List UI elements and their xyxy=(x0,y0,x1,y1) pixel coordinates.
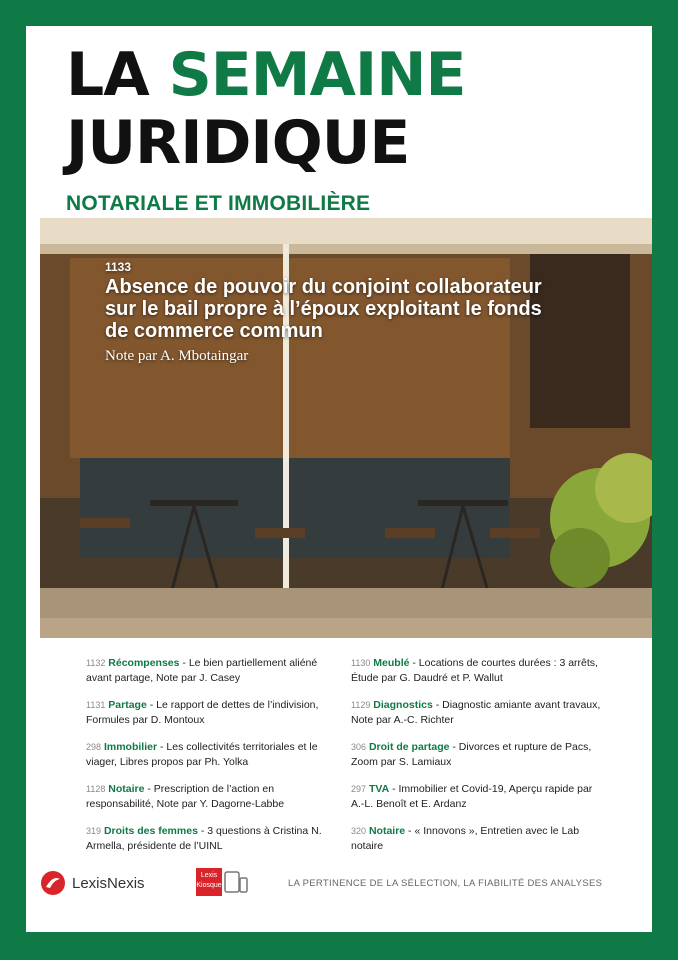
cover-article-title: Absence de pouvoir du conjoint collaborateur sur le bail propre à l’époux exploitant le fonds de commerce commun xyxy=(105,276,542,342)
toc-item[interactable] xyxy=(86,740,336,769)
toc-text: - Le bien partiellement aliéné avant partage, Note par J. Casey xyxy=(86,657,318,684)
toc-right-column xyxy=(351,656,601,866)
toc-number: 298 xyxy=(86,742,102,752)
green-side-tab xyxy=(652,242,678,662)
masthead-subtitle: NOTARIALE ET IMMOBILIÈRE xyxy=(66,192,371,215)
masthead-title-line1 xyxy=(66,40,466,110)
toc-keyword: TVA xyxy=(368,783,390,795)
toc-number: 1131 xyxy=(86,700,106,710)
toc-keyword: Partage xyxy=(108,699,147,711)
toc-item[interactable] xyxy=(86,656,336,685)
toc-number: 1128 xyxy=(86,784,106,794)
brand-name: LexisNexis xyxy=(72,874,145,892)
toc-text: - Immobilier et Covid-19, Aperçu rapide par A.-L. Benoît et E. Ardanz xyxy=(351,783,593,810)
lexisnexis-logo[interactable] xyxy=(40,870,145,896)
toc-text: - Divorces et rupture de Pacs, Zoom par S. Lamiaux xyxy=(351,741,592,768)
lexis-kiosque-badge[interactable] xyxy=(196,868,248,896)
toc-keyword: Droits des femmes xyxy=(103,825,198,837)
toc-text: - Locations de courtes durées : 3 arrêts, Étude par G. Daudré et P. Wallut xyxy=(351,657,598,684)
toc-left-column xyxy=(86,656,336,866)
toc-item[interactable] xyxy=(351,740,601,769)
cover-photo xyxy=(40,218,652,638)
lexisnexis-emblem-icon xyxy=(40,870,66,896)
toc-keyword: Diagnostics xyxy=(373,699,433,711)
kiosque-bottom-label: Kiosque xyxy=(196,882,222,889)
toc-item[interactable] xyxy=(86,698,336,727)
toc-item[interactable] xyxy=(351,824,601,853)
toc-number: 319 xyxy=(86,826,102,836)
toc-text: - 3 questions à Cristina N. Armella, présidente de l’UINL xyxy=(86,825,322,852)
devices-icon xyxy=(224,870,248,894)
toc-text: - Les collectivités territoriales et le viager, Libres propos par Ph. Yolka xyxy=(86,741,318,768)
toc-item[interactable] xyxy=(351,698,601,727)
toc-text: - Le rapport de dettes de l’indivision, Formules par D. Montoux xyxy=(86,699,319,726)
toc-item[interactable] xyxy=(351,656,601,685)
kiosque-top-label: Lexis xyxy=(200,872,218,879)
toc-number: 1129 xyxy=(351,700,371,710)
toc-keyword: Récompenses xyxy=(108,657,180,669)
toc-text: - Diagnostic amiante avant travaux, Note par A.-C. Richter xyxy=(351,699,601,726)
toc-item[interactable] xyxy=(86,824,336,853)
title-semaine: SEMAINE xyxy=(168,40,466,110)
toc-item[interactable] xyxy=(351,782,601,811)
cover-article-number: 1133 xyxy=(105,260,132,274)
title-juridique: JURIDIQUE xyxy=(66,108,410,178)
cover-headline xyxy=(105,260,545,365)
toc-number: 1130 xyxy=(351,658,371,668)
toc-item[interactable] xyxy=(86,782,336,811)
toc-number: 320 xyxy=(351,826,367,836)
toc-keyword: Droit de partage xyxy=(368,741,450,753)
title-la: LA xyxy=(66,40,149,110)
cover-article-author: Note par A. Mbotaingar xyxy=(105,348,249,364)
toc-number: 297 xyxy=(351,784,367,794)
kiosque-red-block xyxy=(196,868,222,896)
tagline: LA PERTINENCE DE LA SÉLECTION, LA FIABILITÉ DES ANALYSES xyxy=(288,878,603,889)
toc-number: 1132 xyxy=(86,658,106,668)
toc-keyword: Meublé xyxy=(373,657,410,669)
toc-text: - Prescription de l’action en responsabilité, Note par Y. Dagorne-Labbe xyxy=(86,783,285,810)
toc-number: 306 xyxy=(351,742,367,752)
toc-keyword: Notaire xyxy=(108,783,145,795)
toc-text: - « Innovons », Entretien avec le Lab notaire xyxy=(351,825,580,852)
toc-keyword: Notaire xyxy=(368,825,406,837)
toc-keyword: Immobilier xyxy=(103,741,158,753)
